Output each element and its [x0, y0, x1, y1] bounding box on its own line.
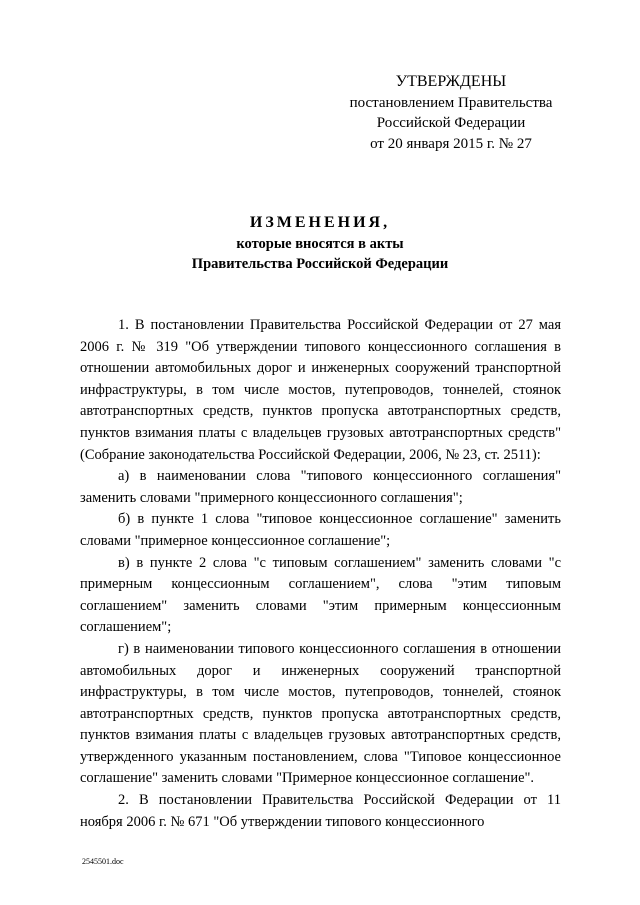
- paragraph-subitem-g: г) в наименовании типового концессионного соглашения в отношении автомобильных дорог и инженерных сооружений транспортной инфраструктуры, в том числе мостов, путепроводов, тоннелей, стоянок автотранспортных средств, пунктов пропуска автотранспортных средств, пунктов взимания платы с владельцев грузовых автотранспортных средств, утвержденного указанным постановлением, слова "Типовое концессионное соглашение" заменить словами "Примерное концессионное соглашение".: [80, 640, 561, 787]
- approval-block: [340, 72, 562, 154]
- approval-date-line: от 20 января 2015 г. № 27: [370, 135, 532, 152]
- heading-subtitle-2: Правительства Российской Федерации: [191, 256, 449, 272]
- footer-filename: 2545501.doc: [82, 857, 124, 866]
- document-body: [80, 315, 561, 833]
- approval-line-1: постановлением Правительства: [349, 94, 553, 111]
- paragraph-subitem-a: а) в наименовании слова "типового концессионного соглашения" заменить словами "примерного концессионного соглашения";: [80, 468, 561, 506]
- paragraph-subitem-b: б) в пункте 1 слова "типовое концессионное соглашение" заменить словами "примерное концессионное соглашение";: [80, 511, 561, 549]
- paragraph-item-2: 2. В постановлении Правительства Российской Федерации от 11 ноября 2006 г. № 671 "Об утверждении типового концессионного: [80, 792, 561, 830]
- document-heading: [80, 212, 560, 274]
- approval-title: УТВЕРЖДЕНЫ: [395, 73, 507, 90]
- heading-title: ИЗМЕНЕНИЯ,: [249, 214, 391, 231]
- paragraph-item-1: 1. В постановлении Правительства Российской Федерации от 27 мая 2006 г. № 319 "Об утверждении типового концессионного соглашения в отношении автомобильных дорог и инженерных сооружений транспортной инфраструктуры, в том числе мостов, путепроводов, тоннелей, стоянок автотранспортных средств, пунктов пропуска автотранспортных средств, пунктов взимания платы с владельцев грузовых автотранспортных средств" (Собрание законодательства Российской Федерации, 2006, № 23, ст. 2511):: [80, 317, 561, 463]
- heading-subtitle-1: которые вносятся в акты: [236, 236, 404, 252]
- approval-line-2: Российской Федерации: [376, 115, 526, 131]
- paragraph-subitem-v: в) в пункте 2 слова "с типовым соглашением" заменить словами "с примерным концессионным соглашением", слова "этим типовым соглашением" заменить словами "этим примерным концессионным соглашением";: [80, 554, 561, 636]
